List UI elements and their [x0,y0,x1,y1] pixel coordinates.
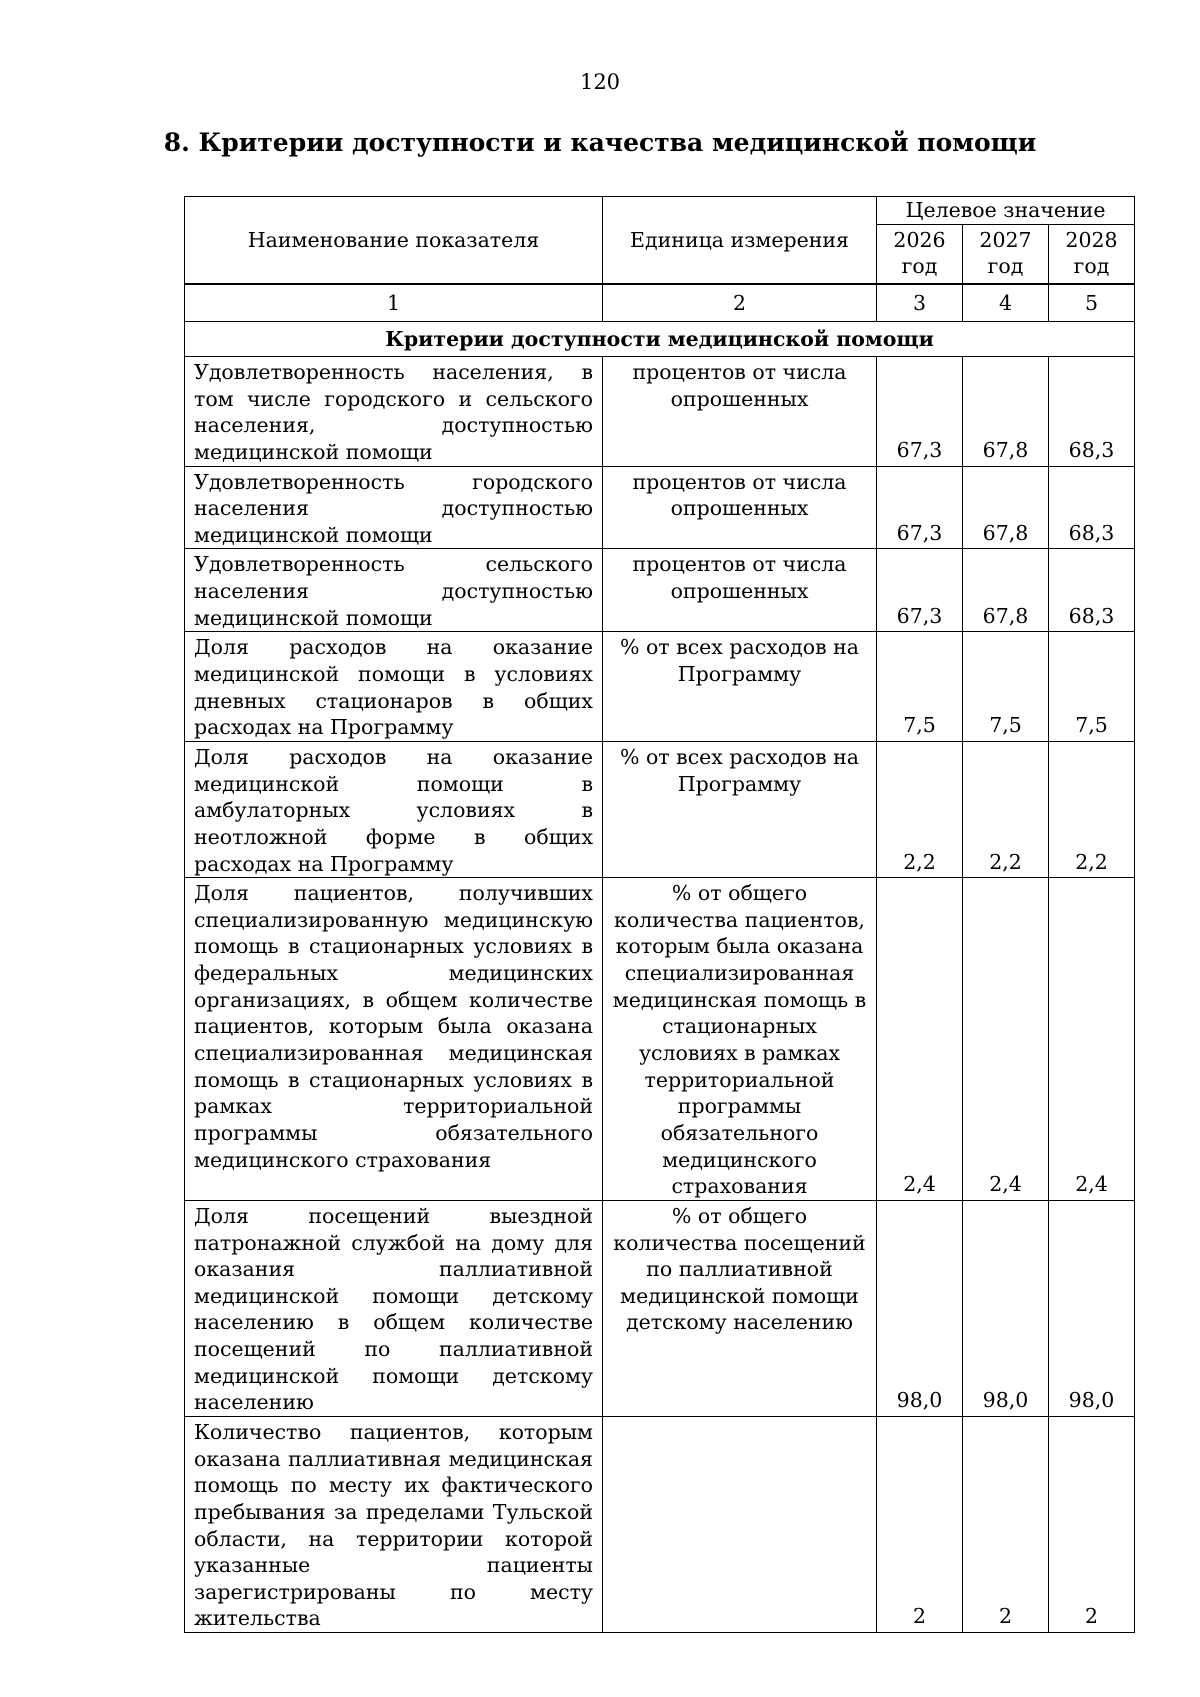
column-numbers-row [185,285,1135,322]
table-row [185,357,1135,467]
table-header [184,196,1135,284]
indicator-name: Количество пациентов, которым оказана паллиативная медицинская помощь по месту их фактического пребывания за пределами Тульской области, на территории которой указанные пациенты зарегистрированы по месту жительства [185,1416,603,1632]
value-2028: 98,0 [1049,1200,1135,1416]
value-2027: 67,8 [963,549,1049,632]
indicator-unit: процентов от числа опрошенных [603,466,877,549]
table-row [185,878,1135,1201]
value-2027: 2,4 [963,878,1049,1201]
page-title: 8. Критерии доступности и качества медицинской помощи [163,128,1037,157]
indicator-unit: % от всех расходов на Программу [603,632,877,742]
value-2028: 2,2 [1049,741,1135,877]
value-2026: 2,2 [877,741,963,877]
indicator-unit: % от всех расходов на Программу [603,741,877,877]
value-2028: 68,3 [1049,466,1135,549]
value-2027: 2,2 [963,741,1049,877]
header-indicator: Наименование показателя [185,197,603,284]
value-2028: 7,5 [1049,632,1135,742]
indicator-name: Удовлетворенность городского населения доступностью медицинской помощи [185,466,603,549]
value-2026: 67,3 [877,549,963,632]
value-2026: 98,0 [877,1200,963,1416]
value-2028: 68,3 [1049,357,1135,467]
indicator-name: Удовлетворенность сельского населения доступностью медицинской помощи [185,549,603,632]
value-2027: 98,0 [963,1200,1049,1416]
table-row [185,1200,1135,1416]
table-row [185,632,1135,742]
column-number: 1 [185,285,603,322]
page-number: 120 [579,70,621,94]
section-row [185,322,1135,357]
indicator-name: Доля расходов на оказание медицинской помощи в условиях дневных стационаров в общих расходах на Программу [185,632,603,742]
value-2026: 67,3 [877,466,963,549]
indicator-name: Доля посещений выездной патронажной службой на дому для оказания паллиативной медицинской помощи детскому населению в общем количестве посещений по паллиативной медицинской помощи детскому населению [185,1200,603,1416]
value-2026: 2,4 [877,878,963,1201]
column-number: 4 [963,285,1049,322]
column-number: 2 [603,285,877,322]
column-number: 5 [1049,285,1135,322]
value-2026: 67,3 [877,357,963,467]
value-2027: 2 [963,1416,1049,1632]
table-row [185,466,1135,549]
indicator-unit: процентов от числа опрошенных [603,357,877,467]
value-2028: 2,4 [1049,878,1135,1201]
indicator-unit: % от общего количества посещений по паллиативной медицинской помощи детскому населению [603,1200,877,1416]
value-2027: 7,5 [963,632,1049,742]
header-year-2028: 2028 год [1049,224,1135,283]
value-2026: 2 [877,1416,963,1632]
indicator-unit: % от общего количества пациентов, которым была оказана специализированная медицинская помощь в стационарных условиях в рамках территориальной программы обязательного медицинского страхования [603,878,877,1201]
header-unit: Единица измерения [603,197,877,284]
indicator-name: Доля расходов на оказание медицинской помощи в амбулаторных условиях в неотложной форме в общих расходах на Программу [185,741,603,877]
column-number: 3 [877,285,963,322]
header-target-value: Целевое значение [877,197,1135,225]
table-row [185,741,1135,877]
indicator-unit [603,1416,877,1632]
value-2028: 68,3 [1049,549,1135,632]
table-row [185,1416,1135,1632]
section-title: Критерии доступности медицинской помощи [185,322,1135,357]
indicator-name: Доля пациентов, получивших специализированную медицинскую помощь в стационарных условиях в федеральных медицинских организациях, в общем количестве пациентов, которым была оказана специализированная медицинская помощь в стационарных условиях в рамках территориальной программы обязательного медицинского страхования [185,878,603,1201]
indicator-unit: процентов от числа опрошенных [603,549,877,632]
value-2027: 67,8 [963,357,1049,467]
header-year-2027: 2027 год [963,224,1049,283]
header-year-2026: 2026 год [877,224,963,283]
indicator-name: Удовлетворенность населения, в том числе городского и сельского населения, доступностью медицинской помощи [185,357,603,467]
table-row [185,549,1135,632]
criteria-table [184,284,1135,1633]
value-2028: 2 [1049,1416,1135,1632]
value-2026: 7,5 [877,632,963,742]
value-2027: 67,8 [963,466,1049,549]
